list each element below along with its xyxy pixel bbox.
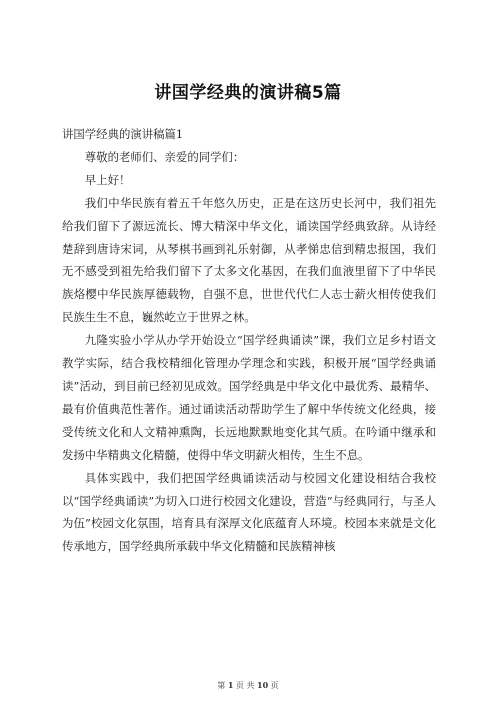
paragraph-body-3: 具体实践中，我们把国学经典诵读活动与校园文化建设相结合我校以“国学经典诵读”为切入口进行校园文化建设，营造“与经典同行，与圣人为伍”校园文化氛围，培育具有深厚文化底蕴育人环境。校园本来就是文化传承地方，国学经典所承载中华文化精髓和民族精神核	[62, 470, 436, 554]
footer-prefix: 第	[217, 681, 226, 690]
paragraph-body-2: 九隆实验小学从办学开始设立“国学经典诵读”课，我们立足乡村语文教学实际，结合我校精细化管理办学理念和实践，积极开展“国学经典诵读”活动，到目前已经初见成效。国学经典是中华文化中最优秀、最精华、最有价值典范性著作。通过诵读活动帮助学生了解中华传统文化经典，接受传统文化和人文精神熏陶，长远地默默地变化其气质。在吟诵中继承和发扬中华精典文化精髓，使得中华文明薪火相传，生生不息。	[62, 333, 436, 462]
document-body	[62, 123, 436, 558]
footer-page-number: 1	[227, 680, 234, 690]
section-heading: 讲国学经典的演讲稿篇1	[62, 127, 184, 141]
paragraph-greeting: 早上好！	[84, 172, 131, 187]
paragraph-salutation: 尊敬的老师们、亲爱的同学们：	[84, 149, 245, 164]
footer-suffix: 页	[270, 681, 279, 690]
paragraph-body-1: 我们中华民族有着五千年悠久历史，正是在这历史长河中，我们祖先给我们留下了源远流长、博大精深中华文化，诵读国学经典致辞。从诗经楚辞到唐诗宋词，从琴棋书画到礼乐射御，从孝悌忠信到精忠报国，我们无不感受到祖先给我们留下了太多文化基因，在我们血液里留下了中华民族烙樱中华民族厚德载物，自强不息，世世代代仁人志士薪火相传使我们民族生生不息，巍然屹立于世界之林。	[62, 195, 436, 325]
document-title: 讲国学经典的演讲稿5篇	[154, 83, 342, 103]
footer-total-pages: 10	[257, 680, 269, 690]
footer-middle: 页 共	[235, 681, 255, 690]
page-footer	[0, 680, 496, 691]
